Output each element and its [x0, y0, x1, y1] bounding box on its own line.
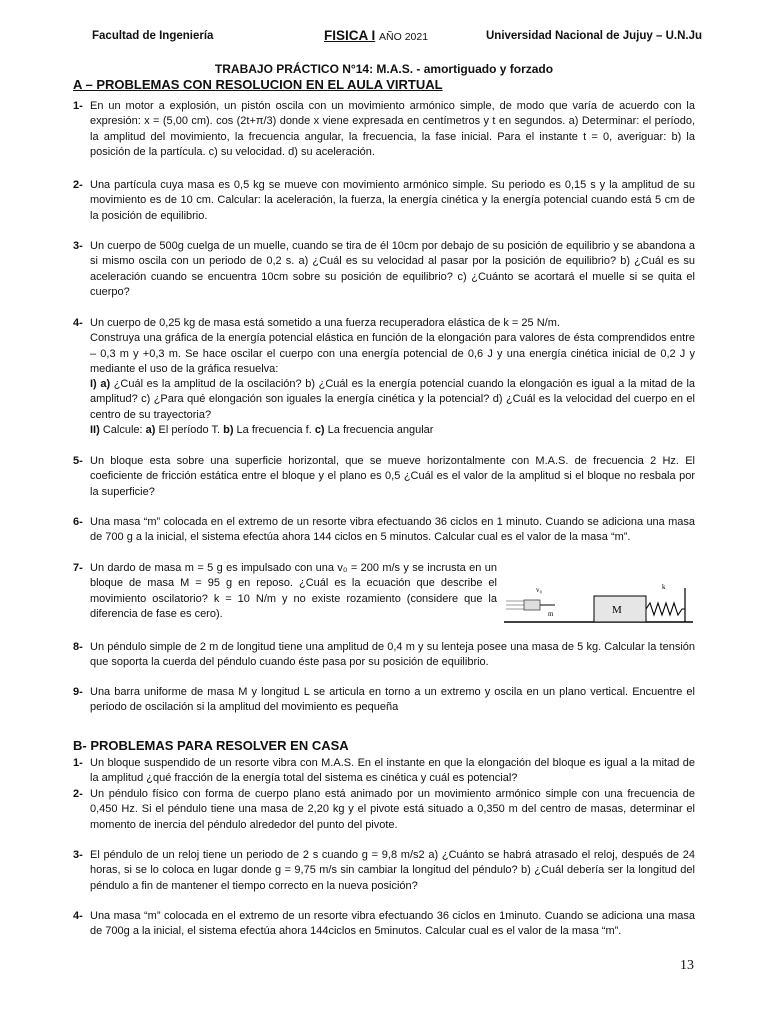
problem-number: 7- — [73, 562, 83, 574]
part-text: El período T. — [155, 424, 224, 437]
problem-number: 2- — [73, 788, 83, 800]
part-label: I) a) — [90, 378, 111, 391]
problem-a9 — [73, 685, 695, 716]
course-year: AÑO 2021 — [379, 31, 429, 43]
problem-number: 8- — [73, 641, 83, 653]
part-text: ¿Cuál es la amplitud de la oscilación? b) ¿Cuál es la energía potencial cuando la elongación es igual a la mitad de la amplitud? c) ¿Para qué elongación son iguales la energía cinética y la potencial? d) ¿Cuál es la velocidad del cuerpo en el centro de su trayectoria? — [90, 378, 696, 421]
problem-a8 — [73, 640, 695, 671]
problem-part-1 — [90, 377, 695, 423]
problem-text: Un dardo de masa m = 5 g es impulsado con una v₀ = 200 m/s y se incrusta en un bloque de masa M = 95 g en reposo. ¿Cuál es la ecuación que describe el movimiento oscilatorio? k = 10 N/m y no existe rozamiento (considere que la diferencia de fase es cero). — [90, 562, 497, 620]
problem-number: 3- — [73, 240, 83, 252]
problem-number: 3- — [73, 849, 83, 861]
dart-mass-label: m — [548, 610, 554, 618]
problem-a7 — [73, 561, 497, 622]
problem-text: Construya una gráfica de la energía potencial elástica en función de la elongación para valores de ésta comprendidos entre – 0,3 m y +0,3 m. Se hace oscilar el cuerpo con una energía potencial de 0,6 J y una energía cinética inicial de 0,2 J y mediante el uso de la gráfica resuelva: — [90, 332, 695, 375]
section-b-heading: B- PROBLEMAS PARA RESOLVER EN CASA — [73, 738, 349, 753]
problem-a1 — [73, 99, 695, 160]
part-text: Calcule: — [99, 424, 146, 437]
problem-a4 — [73, 316, 695, 438]
problem-text: Un cuerpo de 500g cuelga de un muelle, cuando se tira de él 10cm por debajo de su posición de equilibrio y se abandona a si mismo oscila con un periodo de 0,2 s. a) ¿Cuál es su velocidad al pasar por la posición de equilibrio? b) ¿Cuál es su aceleración cuando se encuentra 10cm sobre su posición de equilibrio? c) ¿Cuánto se acortará el muelle si se quita el cuerpo? — [90, 240, 695, 298]
part-label: b) — [223, 424, 234, 437]
problem-a6 — [73, 515, 695, 546]
problem-text: Un bloque suspendido de un resorte vibra con M.A.S. En el instante en que la elongación del bloque es igual a la mitad de la amplitud ¿qué fracción de la energía total del sistema es cinética y cuál es potencial? — [90, 757, 695, 785]
part-text: La frecuencia f. — [233, 424, 315, 437]
dart-block-spring-figure — [500, 576, 695, 628]
problem-intro: Un cuerpo de 0,25 kg de masa está sometido a una fuerza recuperadora elástica de k = 25 N/m. — [90, 317, 560, 329]
problem-text: Una partícula cuya masa es 0,5 kg se mueve con movimiento armónico simple. Su periodo es 0,15 s y la amplitud de su movimiento es de 10 cm. Calcular: la aceleración, la fuerza, la energía cinética y la energía potencial cuando está 5 cm de la posición de equilibrio. — [90, 179, 695, 222]
problem-text: Una barra uniforme de masa M y longitud L se articula en torno a un extremo y oscila en un plano vertical. Encuentre el periodo de oscilación si la amplitud del movimiento es pequeña — [90, 686, 695, 714]
problem-number: 6- — [73, 516, 83, 528]
problem-text: Un péndulo simple de 2 m de longitud tiene una amplitud de 0,4 m y su lenteja posee una masa de 5 kg. Calcular la tensión que soporta la cuerda del péndulo cuando éste pasa por su posición de equilibrio. — [90, 641, 695, 669]
problem-text: Una masa “m” colocada en el extremo de un resorte vibra efectuando 36 ciclos en 1minuto. Cuando se adiciona una masa de 700g a la inicial, el sistema efectúa ahora 144ciclos en 5minutos. Calcular cual es el valor de la masa “m”. — [90, 910, 695, 938]
page-number: 13 — [680, 958, 694, 973]
problem-part-2 — [90, 423, 695, 438]
faculty-label: Facultad de Ingeniería — [92, 30, 214, 42]
university-label: Universidad Nacional de Jujuy – U.N.Ju — [485, 30, 702, 42]
motion-lines — [506, 601, 524, 609]
problem-number: 1- — [73, 757, 83, 769]
part-label: II) — [90, 424, 100, 437]
problem-text: En un motor a explosión, un pistón oscila con un movimiento armónico simple, de modo que varía de acuerdo con la expresión: x = (5,00 cm). cos (2t+π/3) donde x viene expresada en centímetros y t en segundos. a) Determinar: el período, la amplitud del movimiento, la frecuencia angular, la frecuencia, la fase inicial. Para el instante t = 0, averiguar: b) la posición de la partícula. c) su velocidad. d) su aceleración. — [90, 100, 695, 158]
part-label: a) — [145, 424, 156, 437]
page-header — [92, 30, 702, 48]
part-text: La frecuencia angular — [324, 424, 434, 437]
problem-text: Un bloque esta sobre una superficie horizontal, que se mueve horizontalmente con M.A.S. de frecuencia 2 Hz. El coeficiente de fricción estática entre el bloque y el plano es 0,5 ¿Cuál es el valor de la amplitud si el bloque no resbala por la superficie? — [90, 455, 695, 498]
course-label — [324, 28, 428, 43]
problem-a5 — [73, 454, 695, 500]
velocity-label: v₀ — [536, 586, 542, 594]
spring-constant-label: k — [662, 583, 666, 591]
problem-number: 4- — [73, 317, 83, 329]
dart-body — [524, 600, 540, 610]
problem-b1 — [73, 756, 695, 787]
document-title: TRABAJO PRÁCTICO N°14: M.A.S. - amortiguado y forzado — [214, 62, 554, 76]
problem-b2 — [73, 787, 695, 833]
problem-number: 2- — [73, 179, 83, 191]
course-name: FISICA I — [324, 28, 376, 43]
problem-number: 9- — [73, 686, 83, 698]
problem-text: Una masa “m” colocada en el extremo de un resorte vibra efectuando 36 ciclos en 1 minuto. Cuando se adiciona una masa de 700 g a la inicial, el sistema efectúa ahora 144 ciclos en 5 minutos. Calcular cual es el valor de la masa “m”. — [90, 516, 695, 544]
part-label: c) — [314, 424, 325, 437]
block-mass-label: M — [612, 604, 622, 616]
problem-number: 5- — [73, 455, 83, 467]
problem-a2 — [73, 178, 695, 224]
problem-b4 — [73, 909, 695, 940]
problem-b3 — [73, 848, 695, 894]
problem-text: Un péndulo físico con forma de cuerpo plano está animado por un movimiento armónico simple con una frecuencia de 0,450 Hz. Si el péndulo tiene una masa de 2,20 kg y el pivote está situado a 0,350 m del centro de masas, determinar el momento de inercia del péndulo alrededor del punto del pivote. — [90, 788, 695, 831]
problem-a3 — [73, 239, 695, 300]
problem-number: 1- — [73, 100, 83, 112]
problem-number: 4- — [73, 910, 83, 922]
section-a-heading: A – PROBLEMAS CON RESOLUCION EN EL AULA VIRTUAL — [73, 77, 443, 92]
spring — [646, 603, 685, 615]
problem-text: El péndulo de un reloj tiene un periodo de 2 s cuando g = 9,8 m/s2 a) ¿Cuánto se habrá atrasado el reloj, después de 24 horas, si se lo coloca en lugar donde g = 9,75 m/s sin cambiar la longitud del péndulo? b) ¿Cuál debería ser la longitud del péndulo a fin de mantener el tiempo correcto en la nueva posición? — [90, 849, 695, 892]
